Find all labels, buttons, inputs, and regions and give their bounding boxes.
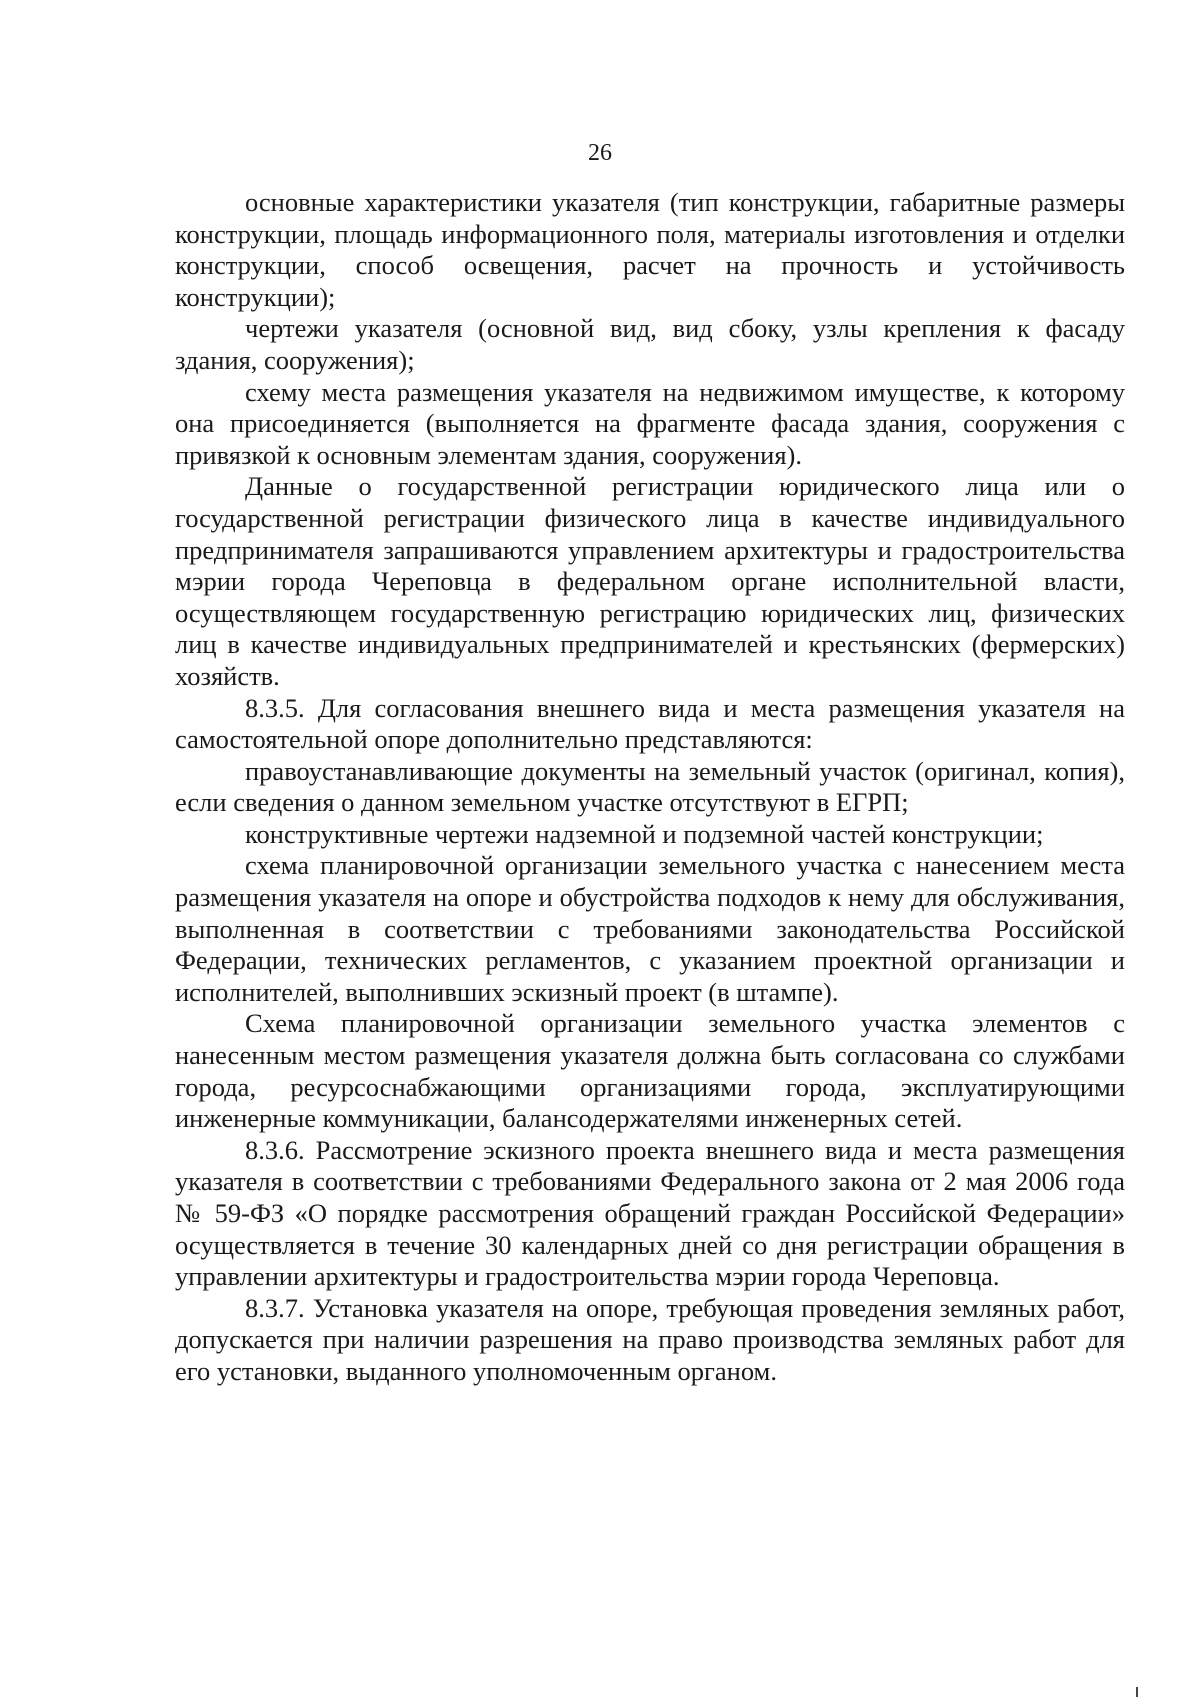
paragraph-land-plot-scheme: схема планировочной организации земельного участка с нанесением места размещения указателя на опоре и обустройства подходов к нему для обслуживания, выполненная в соответствии с требованиями законодательства Российской Федерации, технических регламентов, с указанием проектной организации и исполнителей, выполнивших эскизный проект (в штампе). [175,850,1125,1007]
paragraph-registration-data: Данные о государственной регистрации юридического лица или о государственной регистрации физического лица в качестве индивидуального предпринимателя запрашиваются управлением архитектуры и градостроительства мэрии города Череповца в федеральном органе исполнительной власти, осуществляющем государственную регистрацию юридических лиц, физических лиц в качестве индивидуальных предпринимателей и крестьянских (фермерских) хозяйств. [175,471,1125,691]
paragraph-sign-characteristics: основные характеристики указателя (тип конструкции, габаритные размеры конструкции, площадь информационного поля, материалы изготовления и отделки конструкции, способ освещения, расчет на прочность и устойчивость конструкции); [175,187,1125,312]
page-number: 26 [588,140,612,166]
paragraph-section-8-3-6: 8.3.6. Рассмотрение эскизного проекта внешнего вида и места размещения указателя в соответствии с требованиями Федерального закона от 2 мая 2006 года № 59-ФЗ «О порядке рассмотрения обращений граждан Российской Федерации» осуществляется в течение 30 календарных дней со дня регистрации обращения в управлении архитектуры и градостроительства мэрии города Череповца. [175,1134,1125,1292]
paragraph-sign-drawings: чертежи указателя (основной вид, вид сбоку, узлы крепления к фасаду здания, сооружения); [175,313,1125,375]
paragraph-section-8-3-7: 8.3.7. Установка указателя на опоре, требующая проведения земляных работ, допускается при наличии разрешения на право производства земляных работ для его установки, выданного уполномоченным органом. [175,1292,1125,1386]
paragraph-placement-scheme: схему места размещения указателя на недвижимом имуществе, к которому она присоединяется (выполняется на фрагменте фасада здания, сооружения с привязкой к основным элементам здания, сооружения). [175,376,1125,470]
paragraph-construction-drawings: конструктивные чертежи надземной и подземной частей конструкции; [245,818,1044,849]
paragraph-scheme-approval: Схема планировочной организации земельного участка элементов с нанесенным местом размещения указателя должна быть согласована со службами города, ресурсоснабжающими организациями города, эксплуатирующими инженерные коммуникации, балансодержателями инженерных сетей. [175,1008,1125,1134]
paragraph-section-8-3-5: 8.3.5. Для согласования внешнего вида и места размещения указателя на самостоятельной опоре дополнительно представляются: [175,692,1125,755]
document-body [175,187,1125,1388]
scan-mark [1136,1687,1138,1697]
paragraph-land-title-documents: правоустанавливающие документы на земельный участок (оригинал, копия), если сведения о данном земельном участке отсутствуют в ЕГРП; [175,755,1125,818]
